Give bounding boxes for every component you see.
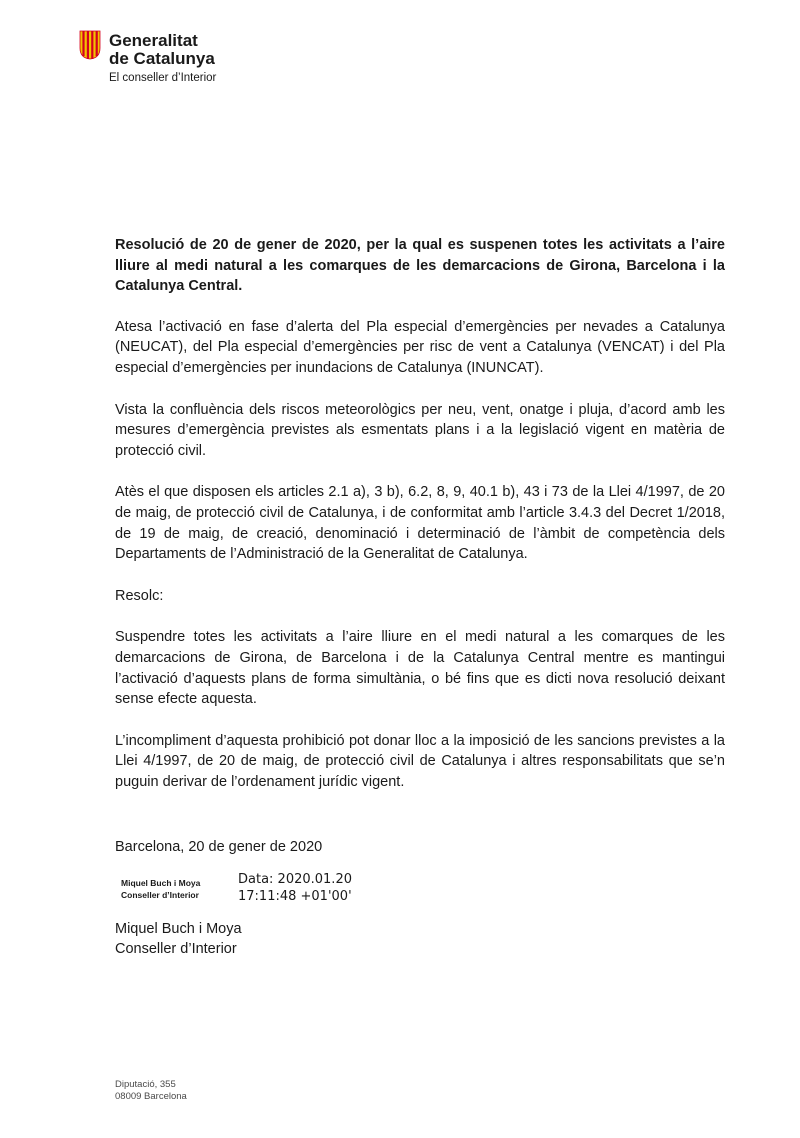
paragraph-suspension: Suspendre totes les activitats a l’aire lliure en el medi natural a les comarques de les demarcacions de Girona, de Barcelona i de la Catalunya Central mentre es mantingui l’activació d’aquests plans de forma simultània, o bé fins que es dicti nova resolució deixant sense efecte aquesta.	[115, 629, 725, 708]
letterhead	[79, 30, 339, 90]
signer-name: Miquel Buch i Moya	[115, 921, 242, 937]
place-and-date: Barcelona, 20 de gener de 2020	[115, 839, 323, 855]
signature-date: Data: 2020.01.20	[238, 872, 352, 887]
document-body	[115, 235, 725, 813]
signer-role: Conseller d’Interior	[115, 941, 237, 957]
org-name-line1: Generalitat	[109, 31, 198, 50]
paragraph-sanctions: L’incompliment d’aquesta prohibició pot donar lloc a la imposició de les sancions previstes a la Llei 4/1997, de 20 de maig, de protecció civil de Catalunya i altres responsabilitats que se’n puguin derivar de l’ordenament jurídic vigent.	[115, 732, 725, 790]
paragraph-risks: Vista la confluència dels riscos meteorològics per neu, vent, onatge i pluja, d’acord amb les mesures d’emergència previstes als esmentats plans i a la legislació vigent en matèria de protecció civil.	[115, 401, 725, 459]
org-name-line2: de Catalunya	[109, 49, 215, 68]
paragraph-activation: Atesa l’activació en fase d’alerta del Pla especial d’emergències per nevades a Catalunya (NEUCAT), del Pla especial d’emergències per risc de vent a Catalunya (VENCAT) i del Pla especial d’emergències per inundacions de Catalunya (INUNCAT).	[115, 318, 725, 376]
paragraph-resolc: Resolc:	[115, 587, 164, 604]
digital-signature	[121, 868, 421, 908]
signer-block	[115, 919, 242, 959]
department-name: El conseller d’Interior	[109, 72, 217, 84]
resolution-title: Resolució de 20 de gener de 2020, per la qual es suspenen totes les activitats a l’aire lliure al medi natural a les comarques de les demarcacions de Girona, Barcelona i la Catalunya Central.	[115, 237, 725, 295]
footer-address	[115, 1079, 187, 1102]
paragraph-legal-basis: Atès el que disposen els articles 2.1 a), 3 b), 6.2, 8, 9, 40.1 b), 43 i 73 de la Llei 4/1997, de 20 de maig, de protecció civil de Catalunya, i de conformitat amb l’article 3.4.3 del Decret 1/2018, de 19 de maig, de creació, denominació i determinació de l’àmbit de competència dels Departaments de l’Administració de la Generalitat de Catalunya.	[115, 484, 725, 563]
senyera-shield-icon	[79, 30, 101, 60]
signature-time: 17:11:48 +01'00'	[238, 889, 352, 904]
address-line2: 08009 Barcelona	[115, 1090, 187, 1102]
digital-signer-role: Conseller d’Interior	[121, 890, 199, 900]
address-line1: Diputació, 355	[115, 1079, 176, 1090]
digital-signer-name: Miquel Buch i Moya	[121, 878, 201, 888]
